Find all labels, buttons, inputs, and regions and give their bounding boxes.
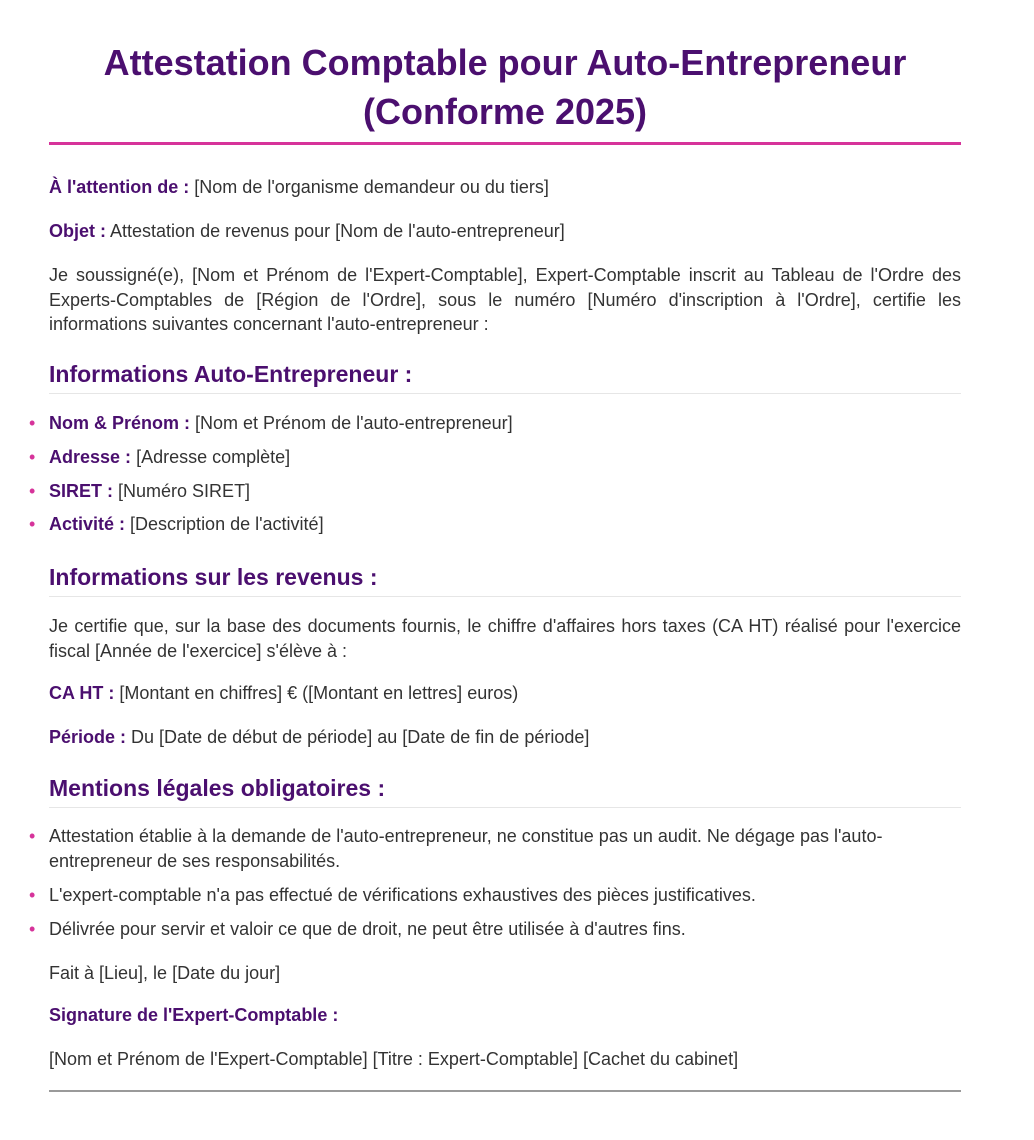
section-divider-revenus [49,596,961,597]
list-item [29,824,961,873]
info-value-siret: [Numéro SIRET] [118,480,251,501]
info-label-activite: Activité : [49,514,126,534]
certify-paragraph: Je certifie que, sur la base des documents fournis, le chiffre d'affaires hors taxes (CA HT) réalisé pour l'exercice fiscal [Année de l'exercice] s'élève à : [49,616,961,661]
section-heading-mentions: Mentions légales obligatoires : [49,775,386,801]
section-heading-revenus: Informations sur les revenus : [49,564,378,590]
info-value-activite: [Description de l'activité] [130,514,324,534]
ca-line [49,681,961,706]
bullet-icon: • [29,413,36,433]
list-item [29,883,961,908]
bullet-icon: • [29,514,36,534]
ca-value: [Montant en chiffres] € ([Montant en lettres] euros) [119,683,519,703]
title-divider [49,142,961,145]
section-heading-info: Informations Auto-Entrepreneur : [49,361,413,387]
signature-line: [Nom et Prénom de l'Expert-Comptable] [Titre : Expert-Comptable] [Cachet du cabinet] [49,1049,739,1069]
bullet-icon: • [29,884,36,905]
bullet-icon: • [29,447,36,467]
document-title: Attestation Comptable pour Auto-Entrepreneur (Conforme 2025) [103,42,907,132]
mention-text-1: Attestation établie à la demande de l'auto-entrepreneur, ne constitue pas un audit. Ne dégage pas l'auto-entrepreneur de ses responsabilités. [49,826,883,871]
list-item [29,479,961,504]
list-item [29,917,961,942]
section-divider-mentions [49,807,961,808]
list-item [29,512,961,537]
list-item [29,445,961,470]
bullet-icon: • [29,826,36,846]
periode-line [49,725,961,750]
mention-text-3: Délivrée pour servir et valoir ce que de droit, ne peut être utilisée à d'autres fins. [49,918,686,939]
fait-a-line: Fait à [Lieu], le [Date du jour] [49,963,281,983]
info-value-adresse: [Adresse complète] [136,447,291,467]
objet-line [49,219,961,244]
section-divider-info [49,393,961,394]
mention-text-2: L'expert-comptable n'a pas effectué de vérifications exhaustives des pièces justificatives. [49,884,756,905]
ca-label: CA HT : [49,683,115,703]
objet-value: Attestation de revenus pour [Nom de l'auto-entrepreneur] [110,221,565,241]
footer-divider [49,1090,961,1092]
bullet-icon: • [29,918,36,939]
attention-label: À l'attention de : [49,177,190,197]
list-item [29,411,961,436]
bullet-icon: • [29,480,36,501]
info-label-nom: Nom & Prénom : [49,413,191,433]
info-label-adresse: Adresse : [49,447,132,467]
info-label-siret: SIRET : [49,480,114,501]
signature-label: Signature de l'Expert-Comptable : [49,1005,339,1025]
intro-paragraph: Je soussigné(e), [Nom et Prénom de l'Expert-Comptable], Expert-Comptable inscrit au Tableau de l'Ordre des Experts-Comptables de [Région de l'Ordre], sous le numéro [Numéro d'inscription à l'Ordre], certifie les informations suivantes concernant l'auto-entrepreneur : [49,265,961,334]
mentions-list [29,824,961,951]
periode-label: Période : [49,727,127,747]
attention-value: [Nom de l'organisme demandeur ou du tiers] [194,177,549,197]
periode-value: Du [Date de début de période] au [Date de fin de période] [131,727,590,747]
objet-label: Objet : [49,221,106,241]
info-value-nom: [Nom et Prénom de l'auto-entrepreneur] [195,413,513,433]
attention-line [49,175,961,200]
info-list [29,411,961,546]
